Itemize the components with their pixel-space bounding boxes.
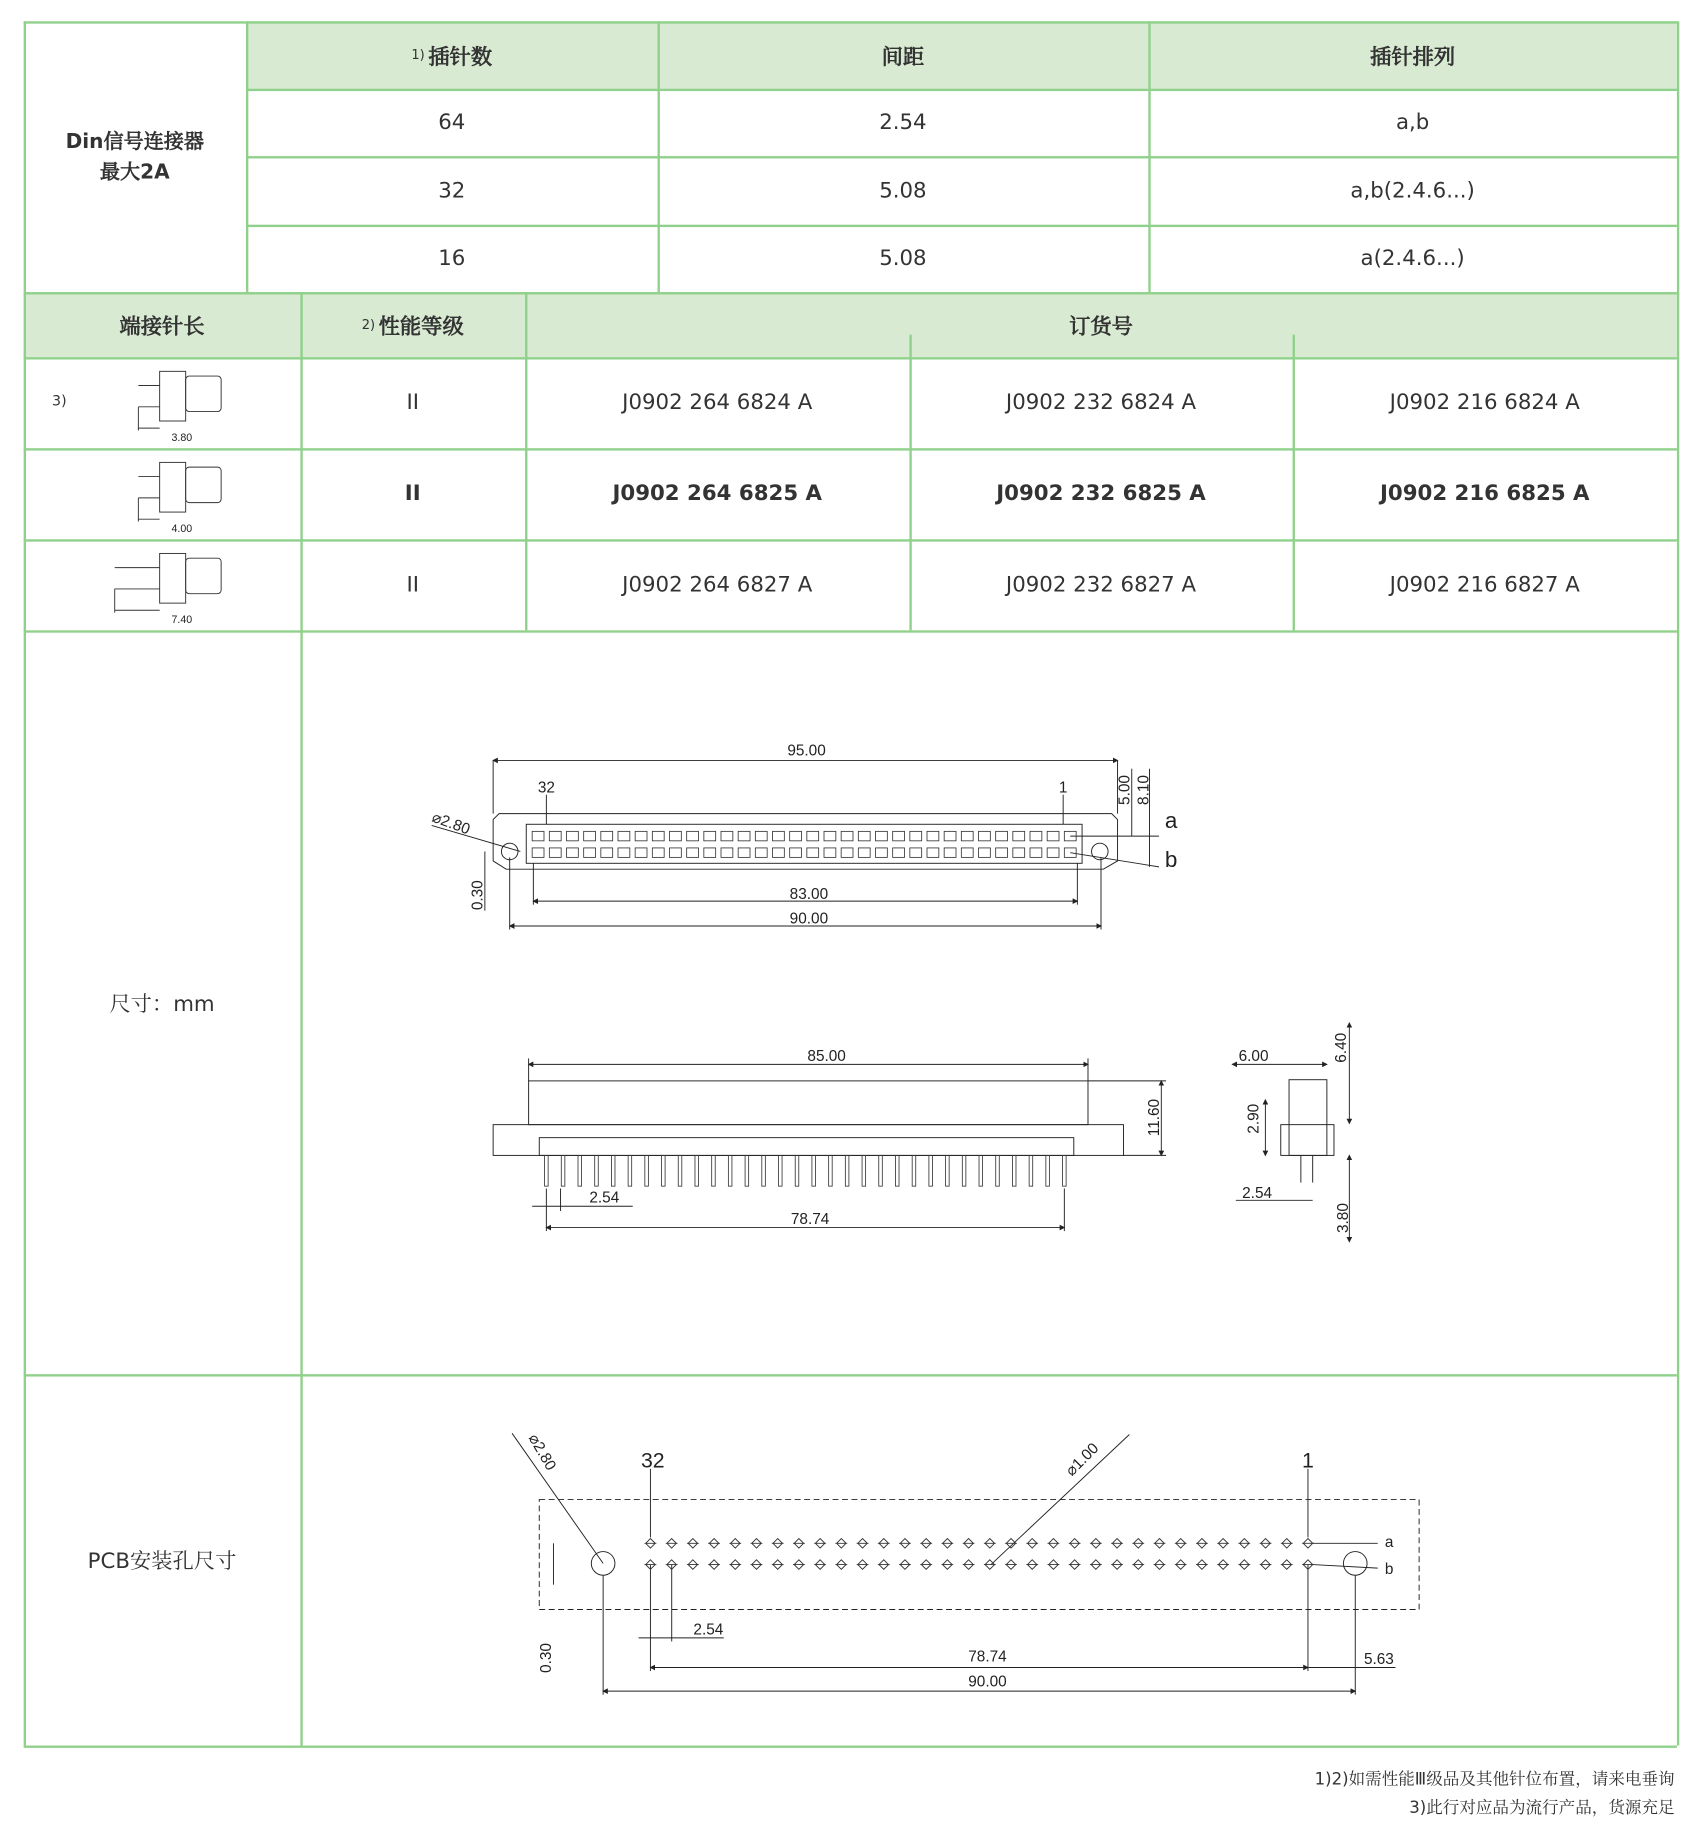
- dim-side-height: 11.60: [1145, 1098, 1163, 1137]
- front-pin: [773, 831, 785, 840]
- pcb-hole: [1175, 1539, 1187, 1548]
- front-pin: [858, 848, 870, 857]
- pcb-hole: [920, 1539, 932, 1548]
- pcb-row-b: b: [1384, 1561, 1394, 1579]
- pcb-hole: [984, 1539, 996, 1548]
- front-pin: [944, 831, 956, 840]
- front-pin: [910, 831, 922, 840]
- pcb-hole: [1238, 1539, 1250, 1548]
- front-pin: [549, 848, 561, 857]
- front-pin: [893, 848, 905, 857]
- front-pin: [618, 848, 630, 857]
- pcb-pin-32: 32: [640, 1448, 665, 1473]
- pcb-hole: [1217, 1560, 1229, 1569]
- side-pin: [712, 1155, 716, 1186]
- pcb-hole: [1154, 1560, 1166, 1569]
- side-pin: [745, 1155, 749, 1186]
- side-pin: [829, 1155, 833, 1186]
- header-label: 插针数: [428, 44, 493, 70]
- dim-profile-pitch: 2.54: [1242, 1184, 1273, 1202]
- front-pin: [841, 831, 853, 840]
- front-pin: [601, 848, 613, 857]
- front-pin: [549, 831, 561, 840]
- header-label: 间距: [881, 44, 925, 70]
- dim-profile-depth: 6.00: [1238, 1047, 1269, 1065]
- front-pin: [1030, 848, 1042, 857]
- pcb-hole: [941, 1539, 953, 1548]
- side-pin: [545, 1155, 549, 1186]
- pcb-hole: [772, 1539, 784, 1548]
- front-pin: [721, 831, 733, 840]
- pin-length-value: 4.00: [171, 523, 193, 536]
- side-pin: [895, 1155, 899, 1186]
- side-pin: [695, 1155, 699, 1186]
- side-pin: [962, 1155, 966, 1186]
- dim-profile-h2: 2.90: [1245, 1103, 1263, 1134]
- pin-label-32: 32: [537, 779, 555, 797]
- pcb-hole: [1196, 1539, 1208, 1548]
- pcb-row-a: a: [1384, 1533, 1394, 1551]
- front-pin: [1030, 831, 1042, 840]
- front-pin: [824, 831, 836, 840]
- side-pin: [728, 1155, 732, 1186]
- dim-inner: 83.00: [789, 885, 829, 903]
- front-pin: [979, 831, 991, 840]
- front-pin: [807, 831, 819, 840]
- pcb-hole: [899, 1539, 911, 1548]
- dim-hole-pitch: 90.00: [789, 910, 829, 928]
- pcb-hole: [941, 1560, 953, 1569]
- front-pin: [567, 831, 579, 840]
- side-pin: [912, 1155, 916, 1186]
- side-pin: [762, 1155, 766, 1186]
- pcb-offset: 0.30: [538, 1643, 556, 1673]
- dim-profile-height: 6.40: [1332, 1032, 1350, 1063]
- pcb-hole: [751, 1539, 763, 1548]
- order-code: J0902 264 6824 A: [622, 390, 813, 416]
- class-cell: II: [406, 390, 420, 416]
- pcb-hole: [708, 1560, 720, 1569]
- front-pin: [652, 848, 664, 857]
- side-pin: [1012, 1155, 1016, 1186]
- pcb-hole: [793, 1539, 805, 1548]
- pcb-hole: [772, 1560, 784, 1569]
- footnote-2: 3)此行对应品为流行产品，货源充足: [1409, 1798, 1675, 1818]
- label-text: 尺寸：mm: [109, 991, 215, 1017]
- pcb-hole: [645, 1539, 657, 1548]
- pcb-hole: [1302, 1539, 1314, 1548]
- pcb-hole: [1238, 1560, 1250, 1569]
- side-pin: [845, 1155, 849, 1186]
- pcb-hole: [814, 1560, 826, 1569]
- side-pin: [595, 1155, 599, 1186]
- spec-cell: 16: [438, 245, 466, 271]
- spec-cell: 5.08: [879, 177, 927, 203]
- front-pin: [532, 831, 544, 840]
- front-pin: [1013, 848, 1025, 857]
- dim-8: 8.10: [1135, 775, 1153, 805]
- front-pin: [755, 831, 767, 840]
- side-pin: [1029, 1155, 1033, 1186]
- front-pin: [807, 848, 819, 857]
- front-pin: [670, 831, 682, 840]
- front-pin: [790, 831, 802, 840]
- side-pin: [1063, 1155, 1067, 1186]
- pcb-hole: [1048, 1539, 1060, 1548]
- dim-5: 5.00: [1116, 775, 1134, 805]
- pin-label-1: 1: [1058, 779, 1068, 797]
- front-pin: [876, 831, 888, 840]
- front-pin: [584, 848, 596, 857]
- pcb-span: 78.74: [968, 1648, 1007, 1666]
- pcb-pin-1: 1: [1302, 1448, 1314, 1473]
- pcb-hole: [1026, 1539, 1038, 1548]
- front-pin: [841, 848, 853, 857]
- dim-front-width: 95.00: [787, 742, 826, 760]
- pcb-edge: 5.63: [1363, 1650, 1394, 1668]
- front-pin: [601, 831, 613, 840]
- order-code: J0902 216 6824 A: [1389, 390, 1580, 416]
- pcb-hole: [1090, 1560, 1102, 1569]
- side-pin: [812, 1155, 816, 1186]
- front-pin: [1064, 848, 1076, 857]
- side-pin: [779, 1155, 783, 1186]
- front-pin: [927, 831, 939, 840]
- side-pin: [611, 1155, 615, 1186]
- front-pin: [876, 848, 888, 857]
- side-pin: [1046, 1155, 1050, 1186]
- side-pin: [628, 1155, 632, 1186]
- row-a-label: a: [1164, 807, 1178, 833]
- dim-profile-pin: 3.80: [1335, 1203, 1353, 1234]
- footnote-ref: 2): [361, 316, 376, 333]
- side-pin: [929, 1155, 933, 1186]
- front-pin: [721, 848, 733, 857]
- order-code: J0902 216 6827 A: [1389, 572, 1580, 598]
- pcb-hole: [1132, 1560, 1144, 1569]
- front-pin: [567, 848, 579, 857]
- spec-cell: a,b: [1395, 109, 1430, 135]
- class-cell: II: [406, 572, 420, 598]
- front-pin: [927, 848, 939, 857]
- pcb-hole: [835, 1560, 847, 1569]
- front-pin: [704, 848, 716, 857]
- front-pin: [1013, 831, 1025, 840]
- pcb-hole: [1217, 1539, 1229, 1548]
- front-pin: [858, 831, 870, 840]
- footnote-ref: 3): [52, 392, 67, 410]
- front-pin: [910, 848, 922, 857]
- dim-offset: 0.30: [469, 880, 487, 911]
- spec-cell: 64: [438, 109, 466, 135]
- side-pin: [795, 1155, 799, 1186]
- order-code: J0902 264 6827 A: [622, 572, 813, 598]
- front-pin: [532, 848, 544, 857]
- pcb-hole: [857, 1539, 869, 1548]
- pcb-hole: [687, 1560, 699, 1569]
- side-pin: [879, 1155, 883, 1186]
- spec-cell: 32: [438, 177, 466, 203]
- pcb-pitch: 2.54: [693, 1621, 724, 1639]
- dim-side-top: 85.00: [807, 1047, 846, 1065]
- front-pin: [635, 848, 647, 857]
- footnote-ref: 1): [411, 47, 425, 63]
- dim-side-span: 78.74: [790, 1210, 830, 1228]
- dim-side-pitch: 2.54: [589, 1189, 620, 1207]
- pcb-hole: [1281, 1560, 1293, 1569]
- pcb-hole: [708, 1539, 720, 1548]
- front-pin: [790, 848, 802, 857]
- side-pin: [645, 1155, 649, 1186]
- side-pin: [578, 1155, 582, 1186]
- pin-length-value: 3.80: [171, 432, 193, 445]
- product-title-line2: 最大2A: [99, 160, 170, 184]
- front-pin: [961, 848, 973, 857]
- front-pin: [704, 831, 716, 840]
- order-code: J0902 232 6825 A: [996, 481, 1206, 507]
- pcb-hole: [729, 1539, 741, 1548]
- header-label: 端接针长: [119, 313, 205, 339]
- pcb-hole: [1260, 1539, 1272, 1548]
- pcb-hole: [899, 1560, 911, 1569]
- dim-hole: ⌀2.80: [429, 808, 473, 839]
- front-pin: [584, 831, 596, 840]
- front-pin: [979, 848, 991, 857]
- front-pin: [944, 848, 956, 857]
- side-pin: [979, 1155, 983, 1186]
- pcb-hole: [1111, 1539, 1123, 1548]
- pcb-hole: [1026, 1560, 1038, 1569]
- pcb-hole: [1281, 1539, 1293, 1548]
- pcb-hole: [878, 1539, 890, 1548]
- row-b-label: b: [1164, 846, 1178, 872]
- pcb-hole-pitch: 90.00: [968, 1673, 1007, 1691]
- front-pin: [687, 848, 699, 857]
- order-code: J0902 232 6827 A: [1005, 572, 1197, 598]
- side-pin: [996, 1155, 1000, 1186]
- front-pin: [687, 831, 699, 840]
- spec-cell: a,b(2.4.6...): [1350, 177, 1475, 203]
- order-code: J0902 232 6824 A: [1005, 390, 1197, 416]
- pcb-hole-small: ⌀1.00: [1062, 1439, 1103, 1480]
- pcb-hole: [1175, 1560, 1187, 1569]
- footnote-1: 1)2)如需性能Ⅲ级品及其他针位布置，请来电垂询: [1314, 1770, 1675, 1790]
- side-pin: [662, 1155, 666, 1186]
- front-pin: [635, 831, 647, 840]
- pcb-hole: [1154, 1539, 1166, 1548]
- pcb-hole: [666, 1539, 678, 1548]
- pcb-hole: [814, 1539, 826, 1548]
- pin-length-value: 7.40: [171, 614, 193, 627]
- front-pin: [738, 848, 750, 857]
- front-pin: [1047, 848, 1059, 857]
- pcb-hole: [1260, 1560, 1272, 1569]
- pcb-hole: [1005, 1539, 1017, 1548]
- pcb-hole: [1069, 1539, 1081, 1548]
- pcb-hole: [1048, 1560, 1060, 1569]
- label-text: PCB安装孔尺寸: [87, 1549, 237, 1575]
- header-label: 插针排列: [1370, 44, 1456, 70]
- pcb-hole-large: ⌀2.80: [524, 1431, 560, 1474]
- spec-cell: 5.08: [879, 245, 927, 271]
- front-pin: [996, 848, 1008, 857]
- front-pin: [618, 831, 630, 840]
- pcb-hole: [1111, 1560, 1123, 1569]
- spec-cell: 2.54: [879, 109, 927, 135]
- product-title-line1: Din信号连接器: [65, 129, 205, 154]
- side-pin: [561, 1155, 565, 1186]
- drawing-lines: [429, 760, 1419, 1694]
- side-pin: [946, 1155, 950, 1186]
- pcb-hole: [1132, 1539, 1144, 1548]
- pcb-hole: [1005, 1560, 1017, 1569]
- order-code: J0902 264 6825 A: [612, 481, 823, 507]
- pcb-hole: [729, 1560, 741, 1569]
- front-pin: [1047, 831, 1059, 840]
- front-pin: [996, 831, 1008, 840]
- front-pin: [652, 831, 664, 840]
- pcb-hole: [835, 1539, 847, 1548]
- header-label: 性能等级: [378, 313, 464, 339]
- spec-cell: a(2.4.6...): [1360, 245, 1465, 271]
- front-pin: [755, 848, 767, 857]
- pcb-hole: [963, 1560, 975, 1569]
- front-pin: [961, 831, 973, 840]
- pcb-hole: [687, 1539, 699, 1548]
- pcb-hole: [878, 1560, 890, 1569]
- pcb-hole: [920, 1560, 932, 1569]
- pcb-hole: [751, 1560, 763, 1569]
- pcb-hole: [857, 1560, 869, 1569]
- pcb-hole: [963, 1539, 975, 1548]
- pcb-hole: [1196, 1560, 1208, 1569]
- pcb-hole: [793, 1560, 805, 1569]
- header-label: 订货号: [1069, 313, 1133, 339]
- pcb-hole: [1069, 1560, 1081, 1569]
- side-pin: [678, 1155, 682, 1186]
- front-pin: [893, 831, 905, 840]
- class-cell: II: [404, 481, 421, 507]
- front-pin: [824, 848, 836, 857]
- front-pin: [670, 848, 682, 857]
- order-code: J0902 216 6825 A: [1379, 481, 1590, 507]
- side-pin: [862, 1155, 866, 1186]
- pcb-hole: [1090, 1539, 1102, 1548]
- front-pin: [773, 848, 785, 857]
- front-pin: [738, 831, 750, 840]
